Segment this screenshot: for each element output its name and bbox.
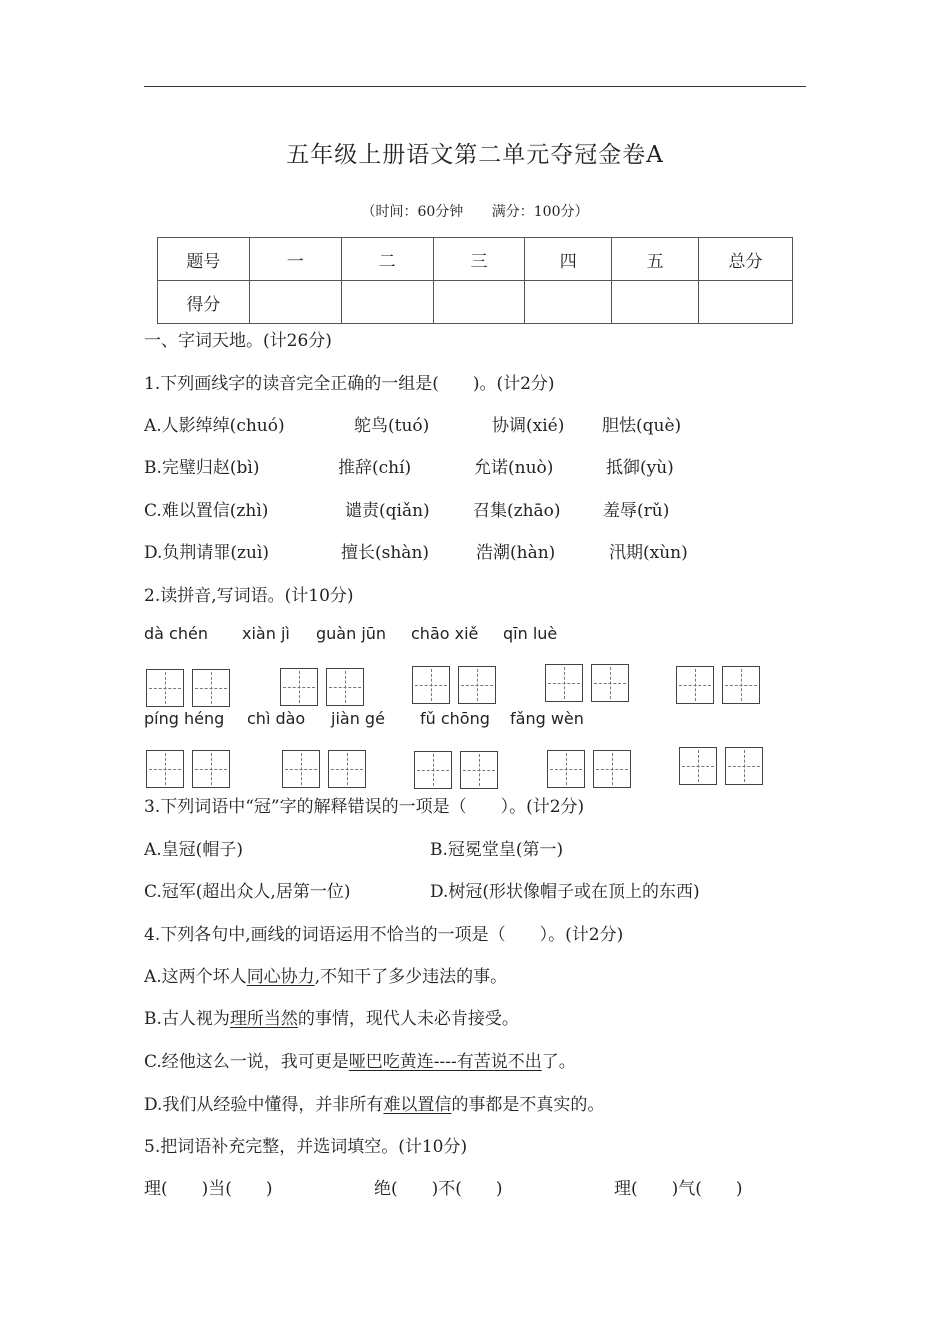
q3-option-a: A.皇冠(帽子) [144, 840, 243, 860]
score-blank[interactable] [433, 281, 525, 324]
q1-option-b-2: 推辞(chí) [338, 458, 412, 478]
q4-c-pre: C.经他这么一说，我可更是 [144, 1052, 349, 1072]
q2-pinyin: chì dào [247, 709, 306, 728]
q2-pinyin: xiàn jì [242, 624, 290, 643]
exam-info [0, 201, 950, 221]
q4-a-post: ,不知干了多少违法的事。 [314, 967, 508, 987]
writing-box[interactable] [679, 747, 717, 785]
q1-stem: 1.下列画线字的读音完全正确的一组是( )。(计2分) [144, 374, 555, 394]
q4-stem: 4.下列各句中,画线的词语运用不恰当的一项是（ ）。(计2分) [144, 925, 624, 945]
score-cell: 二 [341, 238, 433, 281]
q5-item-2: 绝( )不( ) [374, 1179, 503, 1199]
q4-b-pre: B.古人视为 [144, 1009, 230, 1029]
writing-box[interactable] [414, 751, 452, 789]
q1-option-d-3: 浩潮(hàn) [476, 543, 556, 563]
q4-d-pre: D.我们从经验中懂得，并非所有 [144, 1095, 384, 1115]
q1-option-c-1: C.难以置信(zhì) [144, 501, 269, 521]
q4-d-underlined: 难以置信 [383, 1095, 452, 1115]
q4-option-b [144, 1004, 519, 1029]
q2-stem: 2.读拼音,写词语。(计10分) [144, 586, 354, 606]
q1-option-c-3: 召集(zhāo) [473, 501, 561, 521]
score-table [157, 237, 793, 324]
q3-option-d: D.树冠(形状像帽子或在顶上的东西) [430, 882, 700, 902]
writing-box[interactable] [593, 750, 631, 788]
q4-b-post: 的事情，现代人未必肯接受。 [297, 1009, 519, 1029]
q1-option-a-2: 鸵鸟(tuó) [354, 416, 430, 436]
q4-d-post: 的事都是不真实的。 [451, 1095, 605, 1115]
score-cell: 四 [525, 238, 612, 281]
q4-c-underlined: 哑巴吃黄连----有苦说不出 [348, 1052, 542, 1072]
q4-c-post: 了。 [541, 1052, 576, 1072]
q1-option-b-3: 允诺(nuò) [474, 458, 554, 478]
q1-option-d-2: 擅长(shàn) [341, 543, 430, 563]
score-table-score-row [158, 281, 793, 324]
q4-a-underlined: 同心协力 [246, 967, 315, 987]
writing-box[interactable] [458, 666, 496, 704]
q2-pinyin: dà chén [144, 624, 208, 643]
q4-option-a [144, 962, 507, 987]
q2-pinyin: qīn luè [503, 624, 558, 643]
score-blank[interactable] [249, 281, 341, 324]
writing-box[interactable] [192, 669, 230, 707]
q3-option-c: C.冠军(超出众人,居第一位) [144, 882, 351, 902]
q1-option-d-1: D.负荆请罪(zuì) [144, 543, 270, 563]
writing-box[interactable] [328, 750, 366, 788]
q1-option-a-1: A.人影绰绰(chuó) [144, 416, 285, 436]
writing-box[interactable] [547, 750, 585, 788]
writing-box[interactable] [192, 750, 230, 788]
q4-a-pre: A.这两个坏人 [144, 967, 247, 987]
writing-box[interactable] [326, 668, 364, 706]
q2-pinyin: fǎng wèn [510, 709, 584, 728]
score-blank[interactable] [699, 281, 793, 324]
q2-pinyin: fǔ chōng [420, 709, 490, 728]
q3-stem: 3.下列词语中“冠”字的解释错误的一项是（ ）。(计2分) [144, 797, 585, 817]
header-rule [144, 86, 806, 87]
exam-full-score: 满分：100分） [491, 204, 589, 220]
score-cell: 五 [612, 238, 699, 281]
exam-time: （时间：60分钟 [361, 204, 464, 220]
writing-box[interactable] [412, 666, 450, 704]
q1-option-b-1: B.完璧归赵(bì) [144, 458, 260, 478]
writing-box[interactable] [591, 664, 629, 702]
q5-item-3: 理( )气( ) [614, 1179, 743, 1199]
q4-option-c [144, 1047, 576, 1072]
q1-option-c-4: 羞辱(rǔ) [603, 501, 670, 521]
q2-pinyin: chāo xiě [411, 624, 479, 643]
q4-option-d [144, 1090, 604, 1115]
writing-box[interactable] [146, 750, 184, 788]
score-cell: 题号 [158, 238, 250, 281]
score-cell: 一 [249, 238, 341, 281]
q5-stem: 5.把词语补充完整，并选词填空。(计10分) [144, 1137, 468, 1157]
q1-option-a-3: 协调(xié) [492, 416, 565, 436]
writing-box[interactable] [676, 666, 714, 704]
q5-item-1: 理( )当( ) [144, 1179, 273, 1199]
writing-box[interactable] [722, 666, 760, 704]
writing-box[interactable] [460, 751, 498, 789]
q1-option-b-4: 抵御(yù) [606, 458, 674, 478]
q3-option-b: B.冠冕堂皇(第一) [430, 840, 564, 860]
writing-box[interactable] [545, 664, 583, 702]
writing-box[interactable] [146, 669, 184, 707]
writing-box[interactable] [725, 747, 763, 785]
writing-box[interactable] [282, 750, 320, 788]
q2-pinyin: guàn jūn [316, 624, 387, 643]
writing-box[interactable] [280, 668, 318, 706]
page-title: 五年级上册语文第二单元夺冠金卷A [286, 142, 664, 168]
q4-b-underlined: 理所当然 [229, 1009, 298, 1029]
section1-heading: 一、字词天地。(计26分) [144, 331, 332, 351]
q2-pinyin: píng héng [144, 709, 225, 728]
q2-pinyin: jiàn gé [331, 709, 385, 728]
score-cell: 总分 [699, 238, 793, 281]
score-cell: 三 [433, 238, 525, 281]
score-blank[interactable] [525, 281, 612, 324]
score-blank[interactable] [341, 281, 433, 324]
score-label: 得分 [158, 281, 250, 324]
q1-option-a-4: 胆怯(què) [602, 416, 682, 436]
score-blank[interactable] [612, 281, 699, 324]
q1-option-c-2: 谴责(qiǎn) [345, 501, 430, 521]
score-table-header-row [158, 238, 793, 281]
q1-option-d-4: 汛期(xùn) [609, 543, 688, 563]
